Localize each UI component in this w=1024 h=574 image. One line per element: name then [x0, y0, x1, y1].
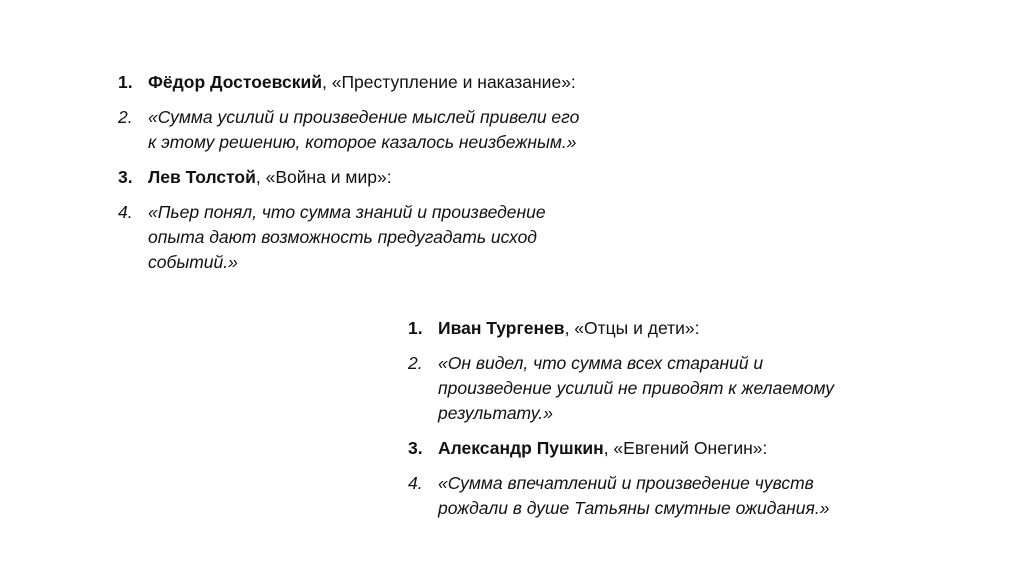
list-item	[408, 436, 928, 461]
author-name: Александр Пушкин	[438, 438, 604, 458]
left-quote-list	[118, 70, 638, 285]
work-title: , «Евгений Онегин»:	[603, 438, 768, 458]
list-item	[408, 316, 928, 341]
item-number: 1.	[118, 72, 133, 92]
author-name: Фёдор Достоевский	[148, 72, 322, 92]
author-name: Иван Тургенев	[438, 318, 565, 338]
item-number: 4.	[408, 473, 423, 493]
quote-text: «Сумма усилий и произведение мыслей привели его к этому решению, которое казалось неизбежным.»	[148, 107, 580, 152]
item-number: 2.	[408, 353, 423, 373]
list-item	[118, 105, 638, 155]
list-item	[408, 351, 928, 426]
item-number: 3.	[408, 438, 423, 458]
list-item	[118, 70, 638, 95]
item-number: 4.	[118, 202, 133, 222]
work-title: , «Преступление и наказание»:	[321, 72, 576, 92]
item-number: 3.	[118, 167, 133, 187]
right-quote-list	[408, 316, 928, 531]
quote-text: «Он видел, что сумма всех стараний и произведение усилий не приводят к желаемому результату.»	[438, 353, 835, 423]
list-item	[118, 200, 638, 275]
list-item	[408, 471, 928, 521]
item-number: 2.	[118, 107, 133, 127]
author-name: Лев Толстой	[148, 167, 256, 187]
quote-text: «Сумма впечатлений и произведение чувств рождали в душе Татьяны смутные ожидания.»	[438, 473, 830, 518]
work-title: , «Война и мир»:	[255, 167, 392, 187]
list-item	[118, 165, 638, 190]
work-title: , «Отцы и дети»:	[564, 318, 700, 338]
quote-text: «Пьер понял, что сумма знаний и произведение опыта дают возможность предугадать исход событий.»	[148, 202, 546, 272]
item-number: 1.	[408, 318, 423, 338]
